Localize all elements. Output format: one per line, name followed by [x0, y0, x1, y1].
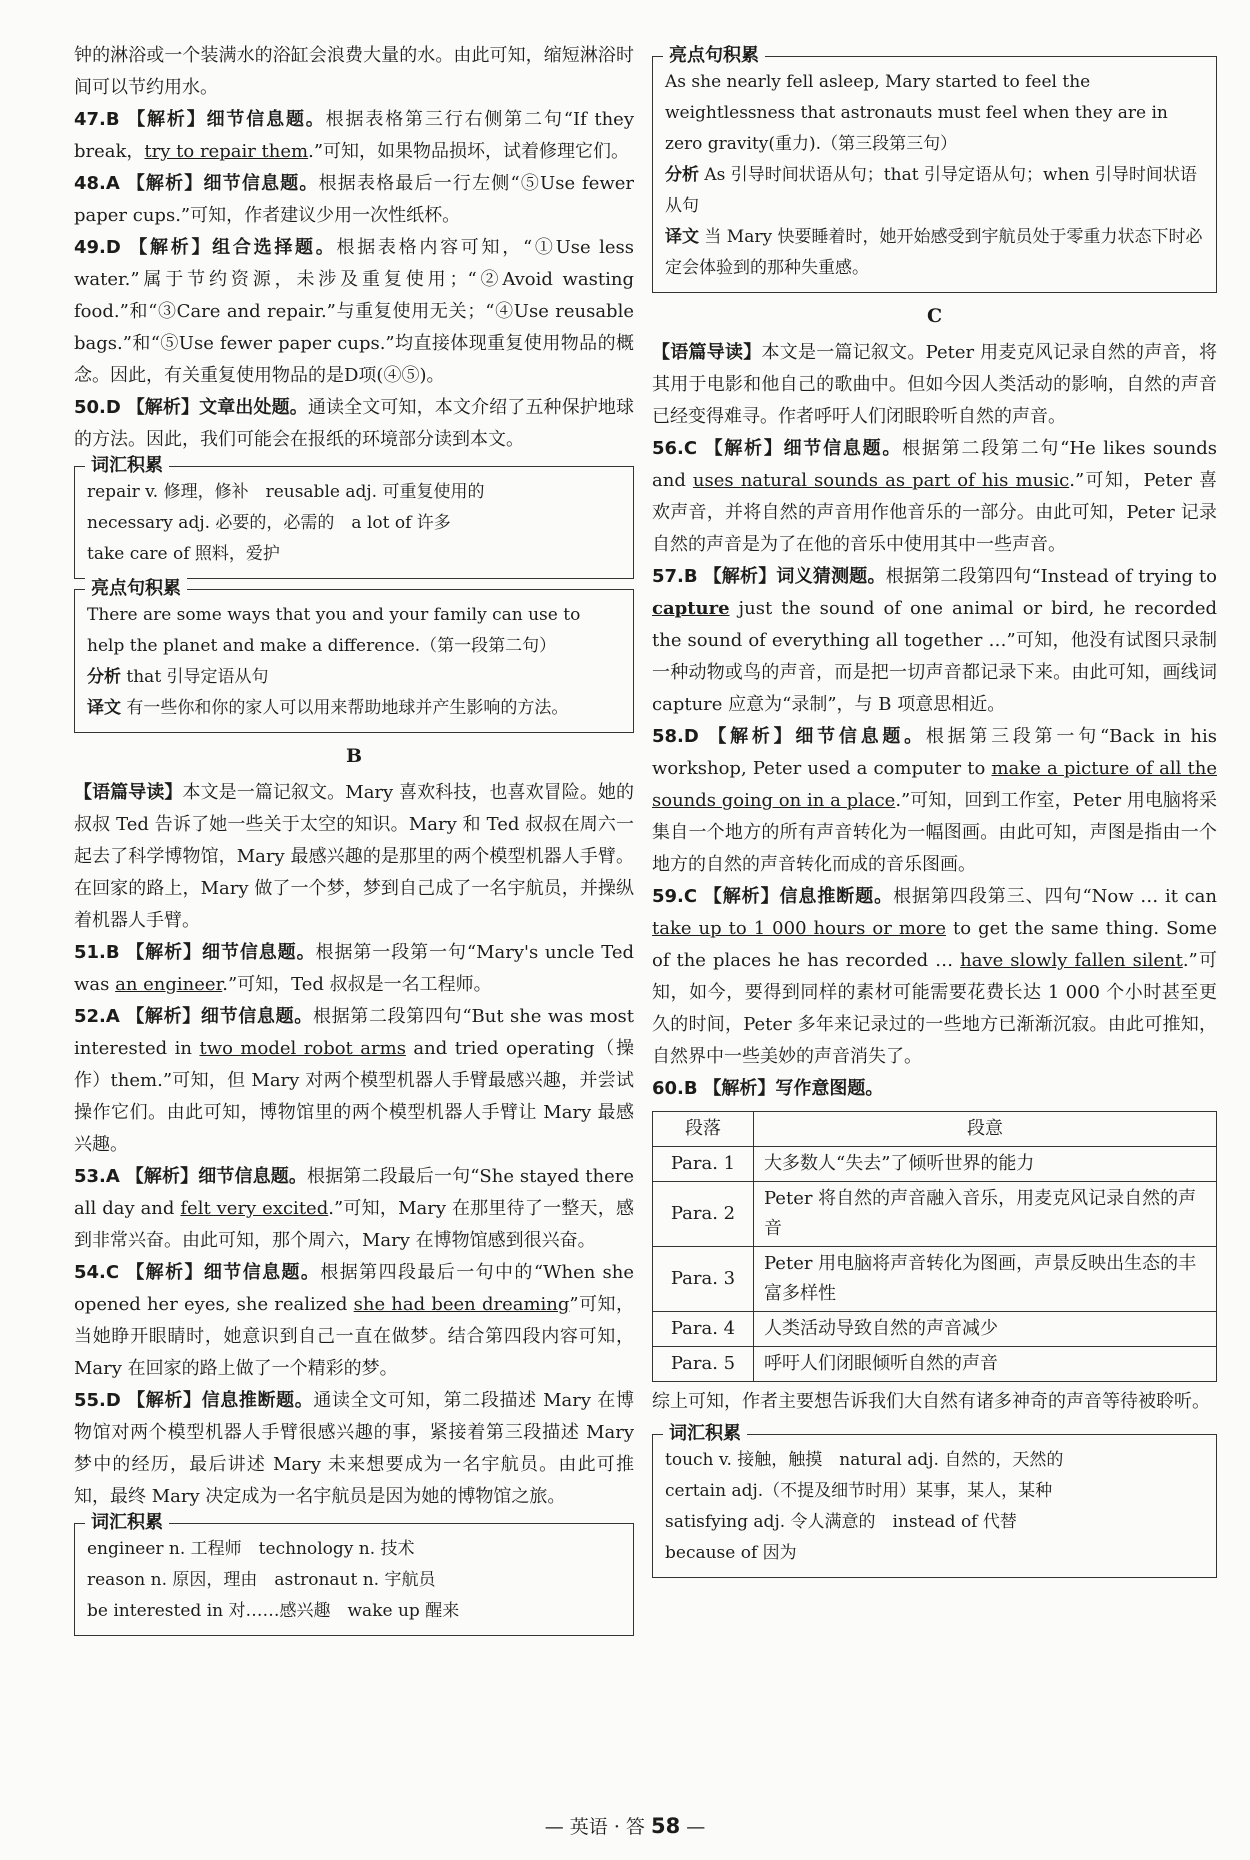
vocab-line: engineer n. 工程师 technology n. 技术 [87, 1539, 415, 1559]
table-header: 段落 [653, 1112, 754, 1147]
answer-text: 根据表格第三行右侧第二句“If they break， [74, 109, 635, 162]
box-title: 词汇积累 [85, 1511, 169, 1535]
footer-subject: — 英语 · 答 [544, 1816, 645, 1838]
translation-label: 译文 [665, 227, 699, 247]
underlined-text: two model robot arms [199, 1038, 406, 1059]
table-row [653, 1182, 1217, 1247]
analysis-line [665, 160, 1204, 222]
answer-55 [74, 1385, 634, 1513]
left-column [74, 40, 634, 1642]
table-cell: Peter 将自然的声音融入音乐，用麦克风记录自然的声音 [754, 1182, 1217, 1247]
answer-52 [74, 1001, 634, 1161]
vocab-line: because of 因为 [665, 1543, 797, 1563]
box-title: 亮点句积累 [663, 44, 765, 68]
answer-text: 根据第二段最后一句“She stayed there all day and [74, 1166, 634, 1219]
answer-text: 根据第四段第三、四句“Now … it can [893, 886, 1217, 907]
translation-label: 译文 [87, 698, 121, 718]
answer-tag: 【解析】信息推断题。 [127, 1390, 314, 1411]
answer-57 [652, 561, 1217, 721]
answer-number: 53.A [74, 1166, 120, 1187]
answer-tag: 【解析】细节信息题。 [125, 1166, 308, 1187]
intro-tag: 【语篇导读】 [74, 782, 183, 803]
table-cell: 大多数人“失去”了倾听世界的能力 [754, 1147, 1217, 1182]
answer-51 [74, 937, 634, 1001]
table-cell: Para. 3 [653, 1247, 754, 1312]
translation-text: 当 Mary 快要睡着时，她开始感受到宇航员处于零重力状态下时必定会体验到的那种失重感。 [665, 227, 1203, 278]
answer-tag: 【解析】细节信息题。 [126, 1006, 313, 1027]
box-title: 词汇积累 [663, 1422, 747, 1446]
answer-48 [74, 168, 634, 232]
answer-tag: 【解析】信息推断题。 [703, 886, 894, 907]
answer-50 [74, 392, 634, 456]
answer-number: 56.C [652, 438, 698, 459]
answer-tag: 【解析】细节信息题。 [126, 942, 316, 963]
underlined-text: she had been dreaming [353, 1294, 570, 1315]
answer-text: 通读全文可知，本文介绍了五种保护地球的方法。因此，我们可能会在报纸的环境部分读到本文。 [74, 397, 635, 450]
vocab-line: take care of 照料，爱护 [87, 544, 280, 564]
answer-tag: 【解析】细节信息题。 [708, 726, 926, 747]
answer-number: 50.D [74, 397, 121, 418]
translation-line [87, 693, 621, 724]
section-heading-c: C [926, 305, 943, 327]
table-cell: Peter 用电脑将声音转化为图画，声景反映出生态的丰富多样性 [754, 1247, 1217, 1312]
answer-text: .”可知，如今，要得到同样的素材可能需要花费长达 1 000 个小时甚至更久的时间，Peter 多年来记录过的一些地方已渐渐沉寂。由此可推知，自然界中一些美妙的声音消失了。 [652, 950, 1218, 1067]
answer-tag: 【解析】细节信息题。 [704, 438, 903, 459]
answer-text: 根据表格最后一行左侧“⑤Use fewer paper cups.”可知，作者建议少用一次性纸杯。 [74, 173, 635, 226]
answer-text: and tried operating（操作）them.”可知，但 Mary 对两个模型机器人手臂最感兴趣，并尝试操作它们。由此可知，博物馆里的两个模型机器人手臂让 Mary 最感兴趣。 [74, 1038, 635, 1155]
table-row [653, 1247, 1217, 1312]
table-header: 段意 [754, 1112, 1217, 1147]
answer-49 [74, 232, 634, 392]
vocab-line: reason n. 原因，理由 astronaut n. 宇航员 [87, 1570, 436, 1590]
vocab-box-1 [74, 455, 634, 579]
underlined-text: capture [652, 598, 730, 619]
page-number: 58 [650, 1814, 681, 1838]
footer-dash: — [686, 1816, 706, 1838]
highlight-box-1 [74, 578, 634, 733]
summary: 综上可知，作者主要想告诉我们大自然有诸多神奇的声音等待被聆听。 [652, 1391, 1210, 1412]
answer-text: 根据表格内容可知，“①Use less water.”属于节约资源，未涉及重复使用；“②Avoid wasting food.”和“③Care and repair.”与重复使用无关；“④Use reusable bags.”和“⑤Use fewer paper cups.”均直接体现重复使用物品的概念。因此，有关重复使用物品的是D项(④⑤)。 [74, 237, 634, 386]
answer-number: 57.B [652, 566, 698, 587]
passage-intro-c [652, 337, 1217, 433]
answer-number: 49.D [74, 237, 121, 258]
answer-text: .”可知，Peter 喜欢声音，并将自然的声音用作他音乐的一部分。由此可知，Peter 记录自然的声音是为了在他的音乐中使用其中一些声音。 [652, 470, 1218, 555]
highlight-sentence: There are some ways that you and your family can use to help the planet and make a difference.（第一段第二句） [87, 605, 581, 656]
table-cell: 呼吁人们闭眼倾听自然的声音 [754, 1347, 1217, 1382]
vocab-box-2 [74, 1512, 634, 1636]
answer-tag: 【解析】文章出处题。 [126, 397, 308, 418]
vocab-line: satisfying adj. 令人满意的 instead of 代替 [665, 1512, 1017, 1532]
analysis-label: 分析 [665, 165, 699, 185]
answer-tag: 【解析】细节信息题。 [126, 1262, 321, 1283]
answer-54 [74, 1257, 634, 1385]
answer-tag: 【解析】词义猜测题。 [703, 566, 886, 587]
answer-text: 根据第四段最后一句中的“When she opened her eyes, she realized [74, 1262, 634, 1315]
underlined-text: an engineer [115, 974, 223, 995]
table-row [653, 1147, 1217, 1182]
answer-60 [652, 1073, 1217, 1105]
table-cell: Para. 1 [653, 1147, 754, 1182]
answer-text: .”可知，Ted 叔叔是一名工程师。 [222, 974, 492, 995]
answer-number: 58.D [652, 726, 699, 747]
answer-53 [74, 1161, 634, 1257]
table-cell: Para. 5 [653, 1347, 754, 1382]
answer-tag: 【解析】写作意图题。 [703, 1078, 884, 1099]
box-title: 词汇积累 [85, 454, 169, 478]
answer-58 [652, 721, 1217, 881]
paragraph-intro: 钟的淋浴或一个装满水的浴缸会浪费大量的水。由此可知，缩短淋浴时间可以节约用水。 [74, 45, 634, 98]
answer-text: 根据第一段第一句“Mary's uncle Ted was [74, 942, 634, 995]
analysis-label: 分析 [87, 667, 121, 687]
underlined-text: have slowly fallen silent [960, 950, 1183, 971]
answer-text: to get the same thing. Some of the places he has recorded … [652, 918, 1217, 971]
answer-text: 根据第三段第一句“Back in his workshop, Peter used a computer to [652, 726, 1217, 779]
answer-number: 59.C [652, 886, 698, 907]
analysis-line [87, 662, 621, 693]
vocab-box-3 [652, 1423, 1217, 1578]
vocab-line: necessary adj. 必要的，必需的 a lot of 许多 [87, 513, 451, 533]
answer-number: 52.A [74, 1006, 120, 1027]
box-title: 亮点句积累 [85, 577, 187, 601]
table-row [653, 1347, 1217, 1382]
table-header-row [653, 1112, 1217, 1147]
passage-intro-b [74, 777, 634, 937]
answer-59 [652, 881, 1217, 1073]
vocab-line: repair v. 修理，修补 reusable adj. 可重复使用的 [87, 482, 485, 502]
table-row [653, 1312, 1217, 1347]
answer-number: 55.D [74, 1390, 121, 1411]
vocab-line: touch v. 接触，触摸 natural adj. 自然的，天然的 [665, 1450, 1064, 1470]
highlight-box-2 [652, 45, 1217, 293]
answer-text: 根据第二段第四句“Instead of trying to [885, 566, 1218, 587]
answer-text: .”可知，回到工作室，Peter 用电脑将采集自一个地方的所有声音转化为一幅图画。由此可知，声图是指由一个地方的自然的声音转化而成的音乐图画。 [652, 790, 1217, 875]
answer-text: just the sound of one animal or bird, he recorded the sound of everything all together …”可知，他没有试图只录制一种动物或鸟的声音，而是把一切声音都记录下来。由此可知，画线词 capture 应意为“录制”，与 B 项意思相近。 [652, 598, 1217, 715]
translation-text: 有一些你和你的家人可以用来帮助地球并产生影响的方法。 [126, 698, 569, 718]
table-cell: Para. 2 [653, 1182, 754, 1247]
table-cell: Para. 4 [653, 1312, 754, 1347]
answer-tag: 【解析】细节信息题。 [126, 173, 319, 194]
answer-number: 60.B [652, 1078, 698, 1099]
paragraph-table [652, 1111, 1217, 1382]
intro-text: 本文是一篇记叙文。Mary 喜欢科技，也喜欢冒险。她的叔叔 Ted 告诉了她一些关于太空的知识。Mary 和 Ted 叔叔在周六一起去了科学博物馆，Mary 最感兴趣的是那里的两个模型机器人手臂。在回家的路上，Mary 做了一个梦，梦到自己成了一名宇航员，并操纵着机器人手臂。 [74, 782, 635, 931]
table-cell: 人类活动导致自然的声音减少 [754, 1312, 1217, 1347]
vocab-line: be interested in 对……感兴趣 wake up 醒来 [87, 1601, 460, 1621]
analysis-text: As 引导时间状语从句；that 引导定语从句；when 引导时间状语从句 [665, 165, 1197, 216]
translation-line [665, 222, 1204, 284]
intro-text: 本文是一篇记叙文。Peter 用麦克风记录自然的声音，将其用于电影和他自己的歌曲中。但如今因人类活动的影响，自然的声音已经变得难寻。作者呼吁人们闭眼聆听自然的声音。 [652, 342, 1217, 427]
answer-number: 54.C [74, 1262, 120, 1283]
analysis-text: that 引导定语从句 [126, 667, 269, 687]
underlined-text: try to repair them [144, 141, 309, 162]
page-footer [0, 1812, 1250, 1839]
answer-number: 47.B [74, 109, 120, 130]
underlined-text: uses natural sounds as part of his music [692, 470, 1070, 491]
highlight-sentence: As she nearly fell asleep, Mary started to feel the weightlessness that astronauts must feel when they are in zero gravity(重力).（第三段第三句） [665, 72, 1168, 154]
intro-tag: 【语篇导读】 [652, 342, 762, 363]
answer-tag: 【解析】细节信息题。 [127, 109, 326, 130]
section-heading-b: B [345, 745, 363, 767]
answer-56 [652, 433, 1217, 561]
answer-text: .”可知，如果物品损坏，试着修理它们。 [308, 141, 630, 162]
vocab-line: certain adj.（不提及细节时用）某事，某人，某种 [665, 1481, 1053, 1501]
underlined-text: make a picture of all the sounds going on in a place [652, 758, 1217, 811]
underlined-text: felt very excited [180, 1198, 329, 1219]
answer-text: ”可知，当她睁开眼睛时，她意识到自己一直在做梦。结合第四段内容可知，Mary 在回家的路上做了一个精彩的梦。 [74, 1294, 635, 1379]
answer-47 [74, 104, 634, 168]
answer-number: 48.A [74, 173, 120, 194]
answer-number: 51.B [74, 942, 120, 963]
underlined-text: take up to 1 000 hours or more [652, 918, 947, 939]
answer-text: .”可知，Mary 在那里待了一整天，感到非常兴奋。由此可知，那个周六，Mary 在博物馆感到很兴奋。 [74, 1198, 634, 1251]
answer-text: 根据第二段第二句“He likes sounds and [652, 438, 1218, 491]
answer-tag: 【解析】组合选择题。 [129, 237, 337, 258]
answer-text: 根据第二段第四句“But she was most interested in [74, 1006, 634, 1059]
answer-text: 通读全文可知，第二段描述 Mary 在博物馆对两个模型机器人手臂很感兴趣的事，紧接着第三段描述 Mary 梦中的经历，最后讲述 Mary 未来想要成为一名宇航员。由此可推知，最终 Mary 决定成为一名宇航员是因为她的博物馆之旅。 [74, 1390, 634, 1507]
right-column [652, 40, 1217, 1584]
